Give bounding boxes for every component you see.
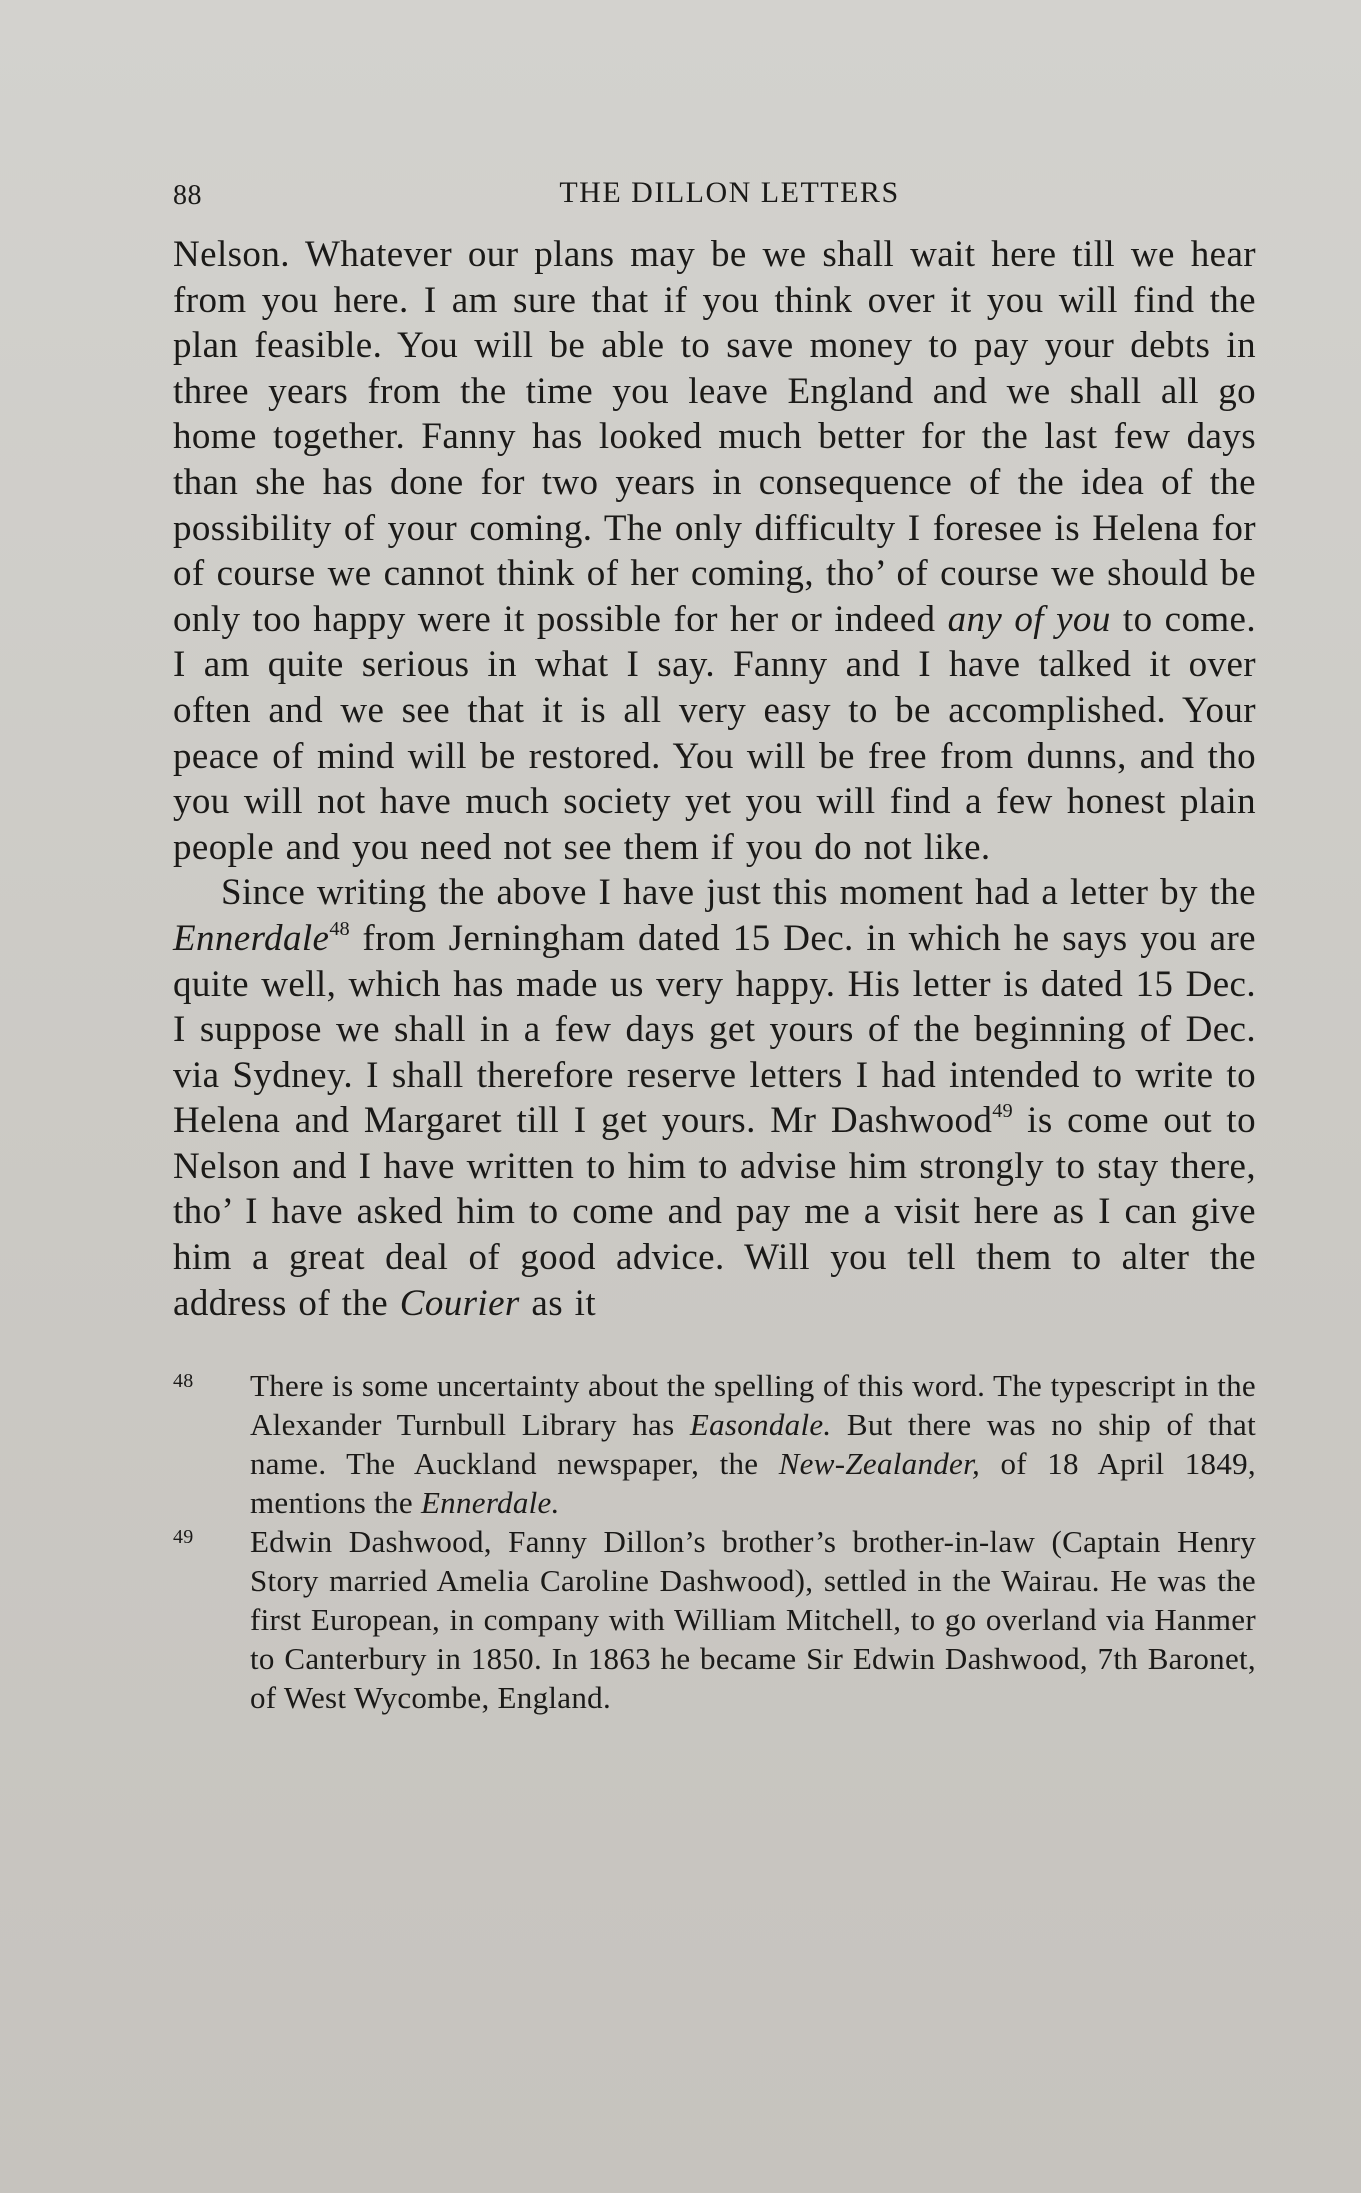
text-run: Nelson. Whatever our plans may be we shall wait here till we hear from you here. I am sure that if you think over it you will find the plan feasible. You will be able to save money to pay your debts in three years from the time you leave England and we shall all go home together. Fanny has looked much better for the last few days than she has done for two years in consequence of the idea of the possibility of your coming. The only difficulty I foresee is Helena for of course we cannot think of her coming, tho’ of course we should be only too happy were it possible for her or indeed (173, 234, 1256, 640)
italic-run: New-Zealander, (778, 1446, 981, 1482)
footnote-marker: 49 (173, 1526, 194, 1549)
body-text (173, 232, 1256, 1326)
ship-name-italic: Ennerdale (173, 917, 330, 959)
book-page (173, 172, 1256, 1717)
running-head (173, 172, 1256, 224)
italic-run: Ennerdale. (420, 1485, 560, 1521)
text-run: Since writing the above I have just this moment had a letter by the (221, 872, 1256, 914)
footnote-text (250, 1368, 1256, 1520)
footnotes (173, 1366, 1256, 1717)
text-run: is come out to Nelson and I have written to him to advise him strongly to stay there, tho’ I have asked him to come and pay me a visit here as I can give him a great deal of good advice. Will you tell them to alter the address of the (173, 1100, 1256, 1324)
text-run: from Jerningham dated 15 Dec. in which he says you are quite well, which has made us very happy. His letter is dated 15 Dec. I suppose we shall in a few days get yours of the beginning of Dec. via Sydney. I shall therefore reserve letters I had intended to write to Helena and Margaret till I get yours. Mr Dashwood (173, 917, 1256, 1142)
paragraph-2 (173, 870, 1256, 1326)
running-title: THE DILLON LETTERS (559, 176, 900, 209)
page-number: 88 (173, 180, 202, 211)
text-run: There is some uncertainty about the spelling of this word. The typescript in the Alexander Turnbull Library has (250, 1368, 1256, 1443)
text-run: to come. I am quite serious in what I say. Fanny and I have talked it over often and we see that it is all very easy to be accomplished. Your peace of mind will be restored. You will be free from dunns, and tho you will not have much society yet you will find a few honest plain people and you need not see them if you do not like. (173, 598, 1256, 868)
footnote-48 (173, 1366, 1256, 1522)
italic-run: any of you (947, 598, 1111, 640)
footnote-text: Edwin Dashwood, Fanny Dillon’s brother’s brother-in-law (Captain Henry Story married Amelia Caroline Dashwood), settled in the Wairau. He was the first European, in company with William Mitchell, to go overland via Hanmer to Canterbury in 1850. In 1863 he became Sir Edwin Dashwood, 7th Baronet, of West Wycombe, England. (250, 1524, 1256, 1716)
paragraph-1 (173, 232, 1256, 870)
italic-run: Easondale. (689, 1407, 832, 1443)
footnote-ref-49: 49 (992, 1100, 1013, 1123)
footnote-49 (173, 1522, 1256, 1717)
text-run: But there was no ship of that name. The Auckland newspaper, the (250, 1407, 1256, 1482)
text-run: as it (519, 1282, 597, 1324)
footnote-marker: 48 (173, 1370, 194, 1393)
footnote-ref-48: 48 (329, 917, 350, 940)
newspaper-name-italic: Courier (399, 1282, 520, 1324)
text-run: of 18 April 1849, mentions the (250, 1446, 1256, 1521)
